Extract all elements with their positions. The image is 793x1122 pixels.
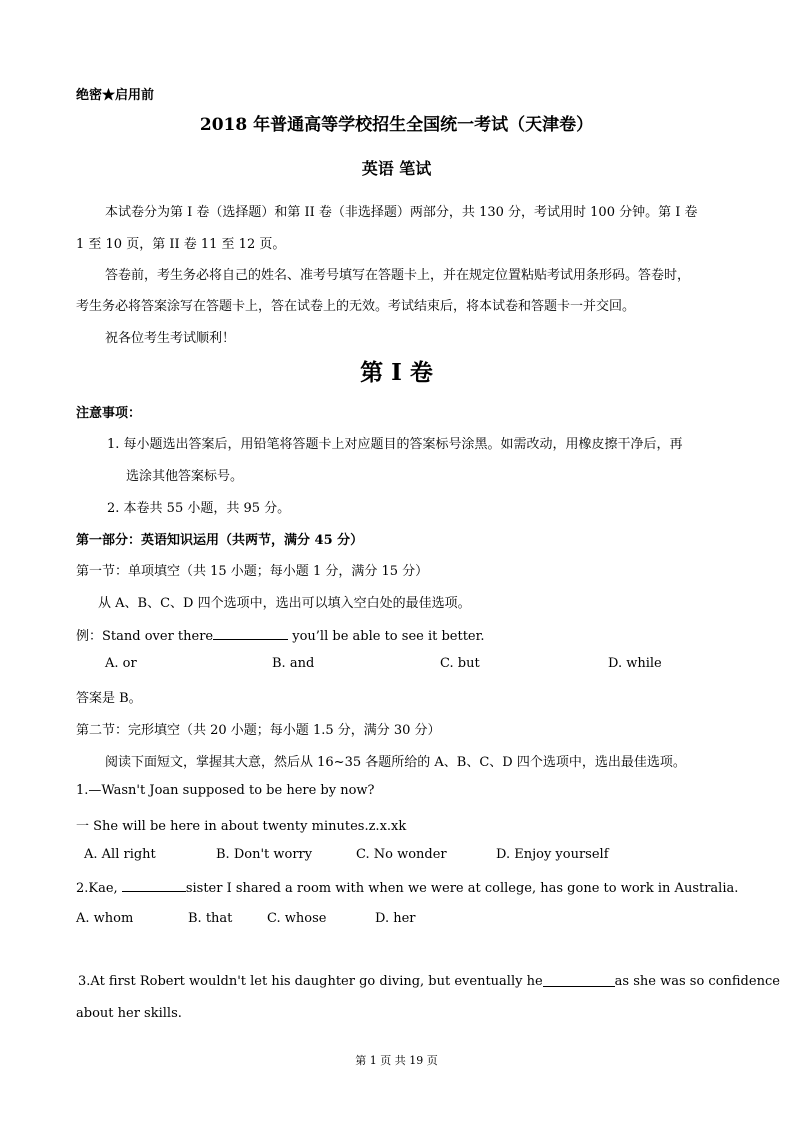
exam-subtitle: 英语 笔试 [361,159,432,178]
intro-p1-line2: 1 至 10 页，第 II 卷 11 至 12 页。 [76,237,286,252]
q3-pre: 3.At first Robert wouldn't let his daughter go diving, but eventually he [78,974,543,989]
q1-line2: 一 She will be here in about twenty minutes.z.x.xk [76,819,407,834]
q2-option: A. whom [76,911,134,926]
section2-heading: 第二节：完形填空（共 20 小题；每小题 1.5 分，满分 30 分） [76,723,441,738]
q2-option: B. that [188,911,233,926]
part1-heading: 第一部分：英语知识运用（共两节，满分 45 分） [76,533,364,548]
example-option: D. while [608,656,662,671]
example-option: B. and [272,656,315,671]
q1-option: A. All right [84,847,156,862]
example-option: A. or [105,656,137,671]
q2-post: sister I shared a room with when we were at college, has gone to work in Australia. [185,881,739,896]
q1-line1: 1.—Wasn't Joan supposed to be here by now? [76,783,375,798]
notes-item1-line2: 选涂其他答案标号。 [126,469,244,484]
q1-option: B. Don't worry [216,847,313,862]
intro-p3: 祝各位考生考试顺利！ [105,331,236,346]
notes-item2: 2. 本卷共 55 小题，共 95 分。 [107,501,291,516]
q3-line2: about her skills. [76,1006,182,1021]
q1-option: D. Enjoy yourself [496,847,609,862]
q2-option: D. her [375,911,416,926]
answer-blank [213,627,288,640]
volume-title: 第 I 卷 [360,359,433,386]
notes-heading: 注意事项： [76,406,142,421]
intro-p2-line1: 答卷前，考生务必将自己的姓名、准考号填写在答题卡上，并在规定位置粘贴考试用条形码。答卷时， [105,268,691,283]
section1-instruction: 从 A、B、C、D 四个选项中，选出可以填入空白处的最佳选项。 [98,596,471,611]
section1-heading: 第一节：单项填空（共 15 小题；每小题 1 分，满分 15 分） [76,564,429,579]
exam-title: 2018 年普通高等学校招生全国统一考试（天津卷） [199,115,594,135]
answer-blank [543,974,615,987]
example-option: C. but [440,656,480,671]
q3-post: as she was so confidence [614,974,780,989]
example-question-post: you’ll be able to see it better. [288,629,485,644]
q1-option: C. No wonder [356,847,447,862]
q2-pre: 2.Kae, [76,881,122,896]
page-number: 第 1 页 共 19 页 [355,1054,438,1067]
section2-instruction: 阅读下面短文，掌握其大意，然后从 16~35 各题所给的 A、B、C、D 四个选项中，选出最佳选项。 [105,755,686,770]
intro-p1-line1: 本试卷分为第 I 卷（选择题）和第 II 卷（非选择题）两部分，共 130 分，考试用时 100 分钟。第 I 卷 [105,205,698,220]
example-question [76,625,485,644]
q3-line1 [78,974,780,989]
q2-option: C. whose [267,911,327,926]
intro-p2-line2: 考生务必将答案涂写在答题卡上，答在试卷上的无效。考试结束后，将本试卷和答题卡一并交回。 [76,299,636,314]
confidential-label: 绝密★启用前 [76,88,155,103]
answer-blank [122,879,186,892]
q2-line [76,879,738,896]
notes-item1-line1: 1. 每小题选出答案后，用铅笔将答题卡上对应题目的答案标号涂黑。如需改动，用橡皮擦干净后，再 [107,437,683,452]
example-answer: 答案是 B。 [76,691,142,706]
example-question-pre: 例：Stand over there [76,629,214,644]
